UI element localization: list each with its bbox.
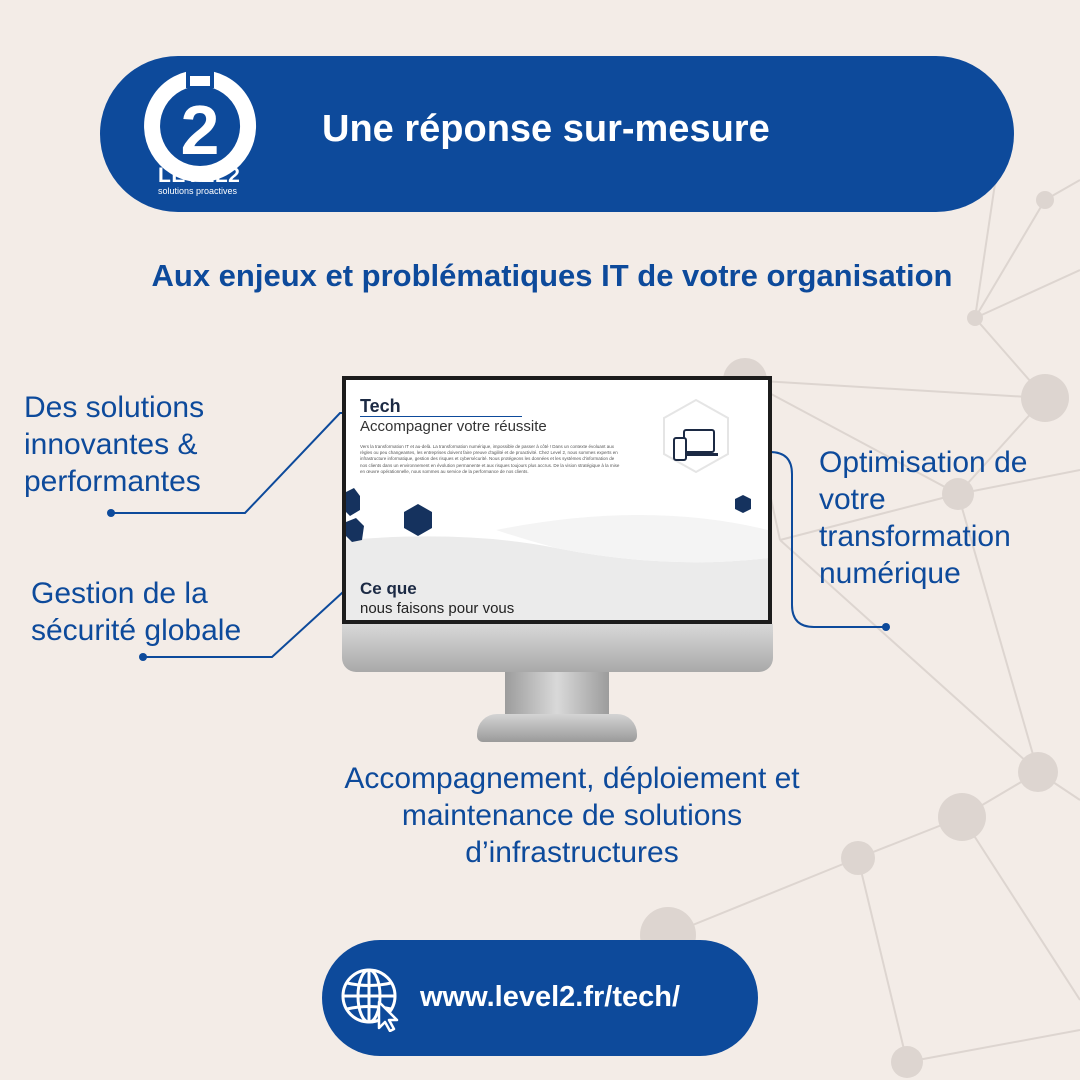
screen-heading: Tech bbox=[360, 396, 401, 416]
globe-cursor-icon bbox=[339, 966, 405, 1032]
screen-paragraph: Vers la transformation IT et au-delà. La transformation numérique, impossible de passer à côté ! Dans un contexte évoluant aux règles ou peu changeantes, les entreprises doivent faire preuve d'agilité et de proactivité. Chez Level 2, nous sommes experts en infrastructure informatique, gestion des risques et cybersécurité. Nous protégeons les données et les systèmes d'information de nos clients dans un environnement en évolution permanente et aux risques toujours plus accrus. De la vision stratégique à la mise en œuvre opérationnelle, nous sommes au service de la performance de nos clients. bbox=[360, 444, 620, 474]
screen-section-title: Ce que bbox=[360, 579, 417, 598]
monitor-foot bbox=[477, 714, 637, 742]
feature-digital-transformation bbox=[819, 444, 1027, 592]
feature-innovative-solutions bbox=[24, 389, 204, 500]
label-line: transformation bbox=[819, 520, 1011, 553]
label-line: Optimisation de bbox=[819, 446, 1028, 479]
page-subtitle: Aux enjeux et problématiques IT de votre organisation bbox=[151, 258, 953, 293]
screen-subheading: Accompagner votre réussite bbox=[360, 418, 547, 435]
label-line: sécurité globale bbox=[31, 614, 242, 647]
label-line: Accompagnement, déploiement et bbox=[344, 762, 800, 795]
label-line: Des solutions bbox=[24, 391, 205, 424]
monitor-neck bbox=[505, 672, 609, 718]
feature-security bbox=[31, 575, 241, 649]
feature-infrastructure bbox=[0, 760, 1080, 871]
page-title: Une réponse sur-mesure bbox=[322, 108, 770, 150]
svg-text:2: 2 bbox=[180, 91, 220, 169]
screen-heading-rule bbox=[360, 416, 522, 417]
monitor-chin bbox=[342, 624, 773, 672]
label-line: maintenance de solutions bbox=[401, 799, 743, 832]
label-line: Gestion de la bbox=[31, 577, 208, 610]
logo-tagline: solutions proactives bbox=[158, 186, 238, 196]
screen-section-subtitle: nous faisons pour vous bbox=[360, 600, 515, 617]
label-line: performantes bbox=[24, 465, 201, 498]
website-url[interactable]: www.level2.fr/tech/ bbox=[420, 981, 681, 1013]
label-line: d’infrastructures bbox=[465, 836, 679, 869]
label-line: numérique bbox=[819, 557, 961, 590]
label-line: innovantes & bbox=[24, 428, 198, 461]
label-line: votre bbox=[819, 483, 886, 516]
logo-wordmark: LEVEL2 bbox=[158, 164, 241, 187]
devices-icon bbox=[672, 426, 722, 466]
monitor-screen bbox=[342, 376, 772, 624]
